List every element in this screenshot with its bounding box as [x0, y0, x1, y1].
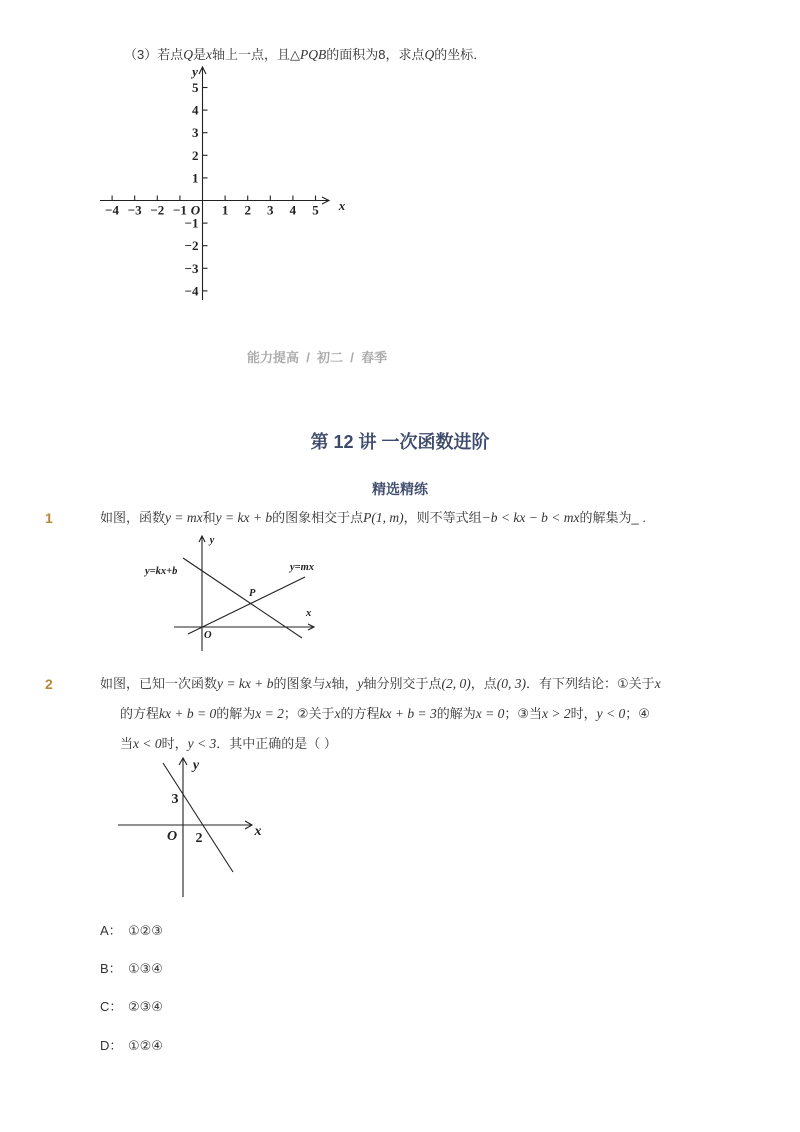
option-label: C： [100, 999, 123, 1014]
y-tick-label: 1 [192, 170, 199, 186]
x-tick-label: 4 [289, 202, 297, 218]
line-y-kx-b [163, 763, 233, 872]
option-value: ②③④ [128, 999, 163, 1014]
x-tick-label: −1 [172, 202, 187, 218]
text-run: 轴分别交于点 [363, 676, 442, 691]
text-run: 轴， [331, 676, 358, 691]
x-tick-label: 5 [312, 202, 319, 218]
math-expression: (2, 0) [441, 676, 471, 691]
option-label: D： [100, 1038, 123, 1053]
math-expression: −b < kx − b < mx [481, 510, 580, 525]
math-expression: P(1, m) [363, 510, 404, 525]
math-expression: y = kx + b [215, 510, 273, 525]
line-y-mx [188, 577, 305, 634]
line-kx-b-label: y=kx+b [145, 566, 178, 577]
math-expression: x = 2 [255, 706, 284, 721]
origin-label: O [166, 829, 178, 844]
text-run: 时， [161, 736, 188, 751]
option-c [100, 998, 163, 1016]
text-run: 是 [192, 47, 206, 62]
math-expression: kx + b = 3 [379, 706, 437, 721]
y-tick-label: 2 [192, 147, 199, 163]
y-tick-label: −3 [184, 260, 199, 276]
text-run: 轴上一点，且△ [212, 47, 300, 62]
grid-ticks [105, 80, 319, 298]
text-run: 的图象相交于点 [272, 510, 364, 525]
math-expression: Q [183, 47, 193, 62]
line-mx-label: y=mx [290, 562, 315, 573]
y-tick-label: −4 [184, 283, 199, 299]
question-number: 1 [45, 510, 53, 526]
y-tick-label: 3 [192, 125, 199, 141]
text-run: 的解集为_ . [579, 510, 646, 525]
lesson-title: 第 12 讲 一次函数进阶 [310, 432, 490, 452]
x-intercept-label: 2 [195, 831, 203, 846]
question-1-text [100, 509, 646, 527]
intersection-point-label: P [249, 588, 256, 599]
page-footer: 能力提高 / 初二 / 春季 [247, 350, 388, 365]
math-expression: x < 0 [133, 736, 162, 751]
option-value: ①③④ [128, 961, 163, 976]
math-expression: kx + b = 0 [159, 706, 217, 721]
y-tick-label: −1 [184, 215, 199, 231]
text-run: 的解为 [436, 706, 476, 721]
option-a [100, 922, 163, 940]
section-title: 精选精练 [372, 481, 428, 497]
math-expression: Q [424, 47, 435, 62]
text-run: 和 [202, 510, 216, 525]
y-axis-label: y [192, 64, 198, 79]
text-run: 当 [120, 736, 134, 751]
math-expression: (0, 3) [496, 676, 527, 691]
y-intercept-label: 3 [171, 792, 179, 807]
question-number: 2 [45, 676, 53, 692]
x-tick-label: −2 [150, 202, 165, 218]
text-run: 的方程 [340, 706, 380, 721]
math-expression: y < 0 [596, 706, 626, 721]
text-run: ；③当 [504, 706, 543, 721]
x-tick-label: −4 [105, 202, 120, 218]
math-expression: x [206, 47, 212, 62]
question-2-figure [110, 752, 270, 902]
y-tick-label: 4 [192, 102, 199, 118]
option-value: ①②③ [128, 923, 163, 938]
x-tick-label: 2 [244, 202, 251, 218]
text-run: 如图，已知一次函数 [100, 676, 218, 691]
text-run: ．其中正确的是（ ） [216, 736, 337, 751]
y-tick-label: −2 [184, 238, 199, 254]
coordinate-grid-figure [95, 60, 355, 305]
text-run: 如图，函数 [100, 510, 166, 525]
math-expression: y [357, 676, 364, 691]
y-axis-label: y [192, 758, 200, 773]
y-tick-label: 5 [192, 80, 199, 95]
math-expression: y = mx [165, 510, 203, 525]
text-run: ，点 [470, 676, 497, 691]
text-run: ，则不等式组 [403, 510, 482, 525]
text-run: ；④ [625, 706, 650, 721]
question-2-text-line-1 [100, 675, 661, 693]
math-expression: x = 0 [475, 706, 505, 721]
question-1-figure [135, 528, 325, 656]
option-value: ①②④ [128, 1038, 163, 1053]
math-expression: x [654, 676, 661, 691]
text-run: 的方程 [120, 706, 160, 721]
y-axis-label: y [209, 535, 215, 546]
x-axis-label: x [306, 608, 312, 619]
option-label: A： [100, 923, 122, 938]
option-d [100, 1037, 163, 1055]
math-expression: y < 3 [187, 736, 217, 751]
text-run: 的面积为8，求点 [326, 47, 425, 62]
text-run: 时， [570, 706, 597, 721]
option-b [100, 960, 163, 978]
text-run: ；②关于 [283, 706, 335, 721]
x-axis-label: x [338, 198, 346, 213]
origin-label: O [204, 630, 212, 641]
x-axis-label: x [254, 824, 262, 839]
text-run: ．有下列结论：①关于 [526, 676, 655, 691]
text-run: 的坐标． [434, 47, 487, 62]
x-tick-label: −3 [127, 202, 142, 218]
math-expression: x [325, 676, 332, 691]
math-expression: y = kx + b [217, 676, 274, 691]
option-label: B： [100, 961, 122, 976]
math-expression: PQB [300, 47, 327, 62]
text-run: 的解为 [216, 706, 256, 721]
math-expression: x [334, 706, 341, 721]
question-2-text-line-2 [120, 705, 650, 723]
math-expression: x > 2 [542, 706, 571, 721]
x-tick-label: 3 [267, 202, 274, 218]
line-y-kx-b [183, 558, 302, 638]
x-tick-label: 1 [221, 202, 229, 218]
question-2-text-line-3 [120, 735, 337, 753]
text-run: 的图象与 [273, 676, 326, 691]
origin-label: O [190, 202, 201, 218]
text-run: （3）若点 [124, 47, 184, 62]
